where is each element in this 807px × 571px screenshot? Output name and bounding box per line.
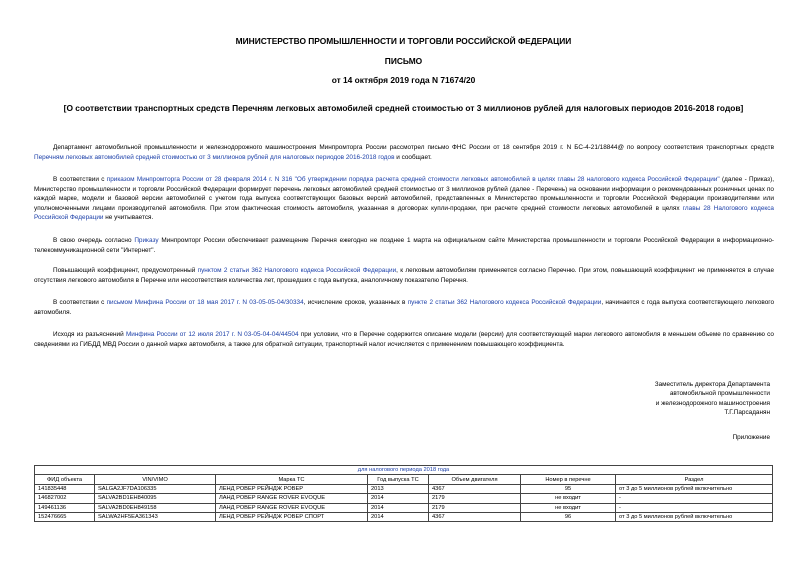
paragraph-2: В соответствии с приказом Минпромторга России от 28 февраля 2014 г. N 316 "Об утверждении порядка расчета средней стоимости легковых автомобилей в целях главы 28 налогового кодекса Российской Федерации" (далее - Приказ), Министерство промышленности и торговли Российской Федерации формирует перечень легковых автомобилей средней стоимостью от 3 миллионов рублей (далее - Перечень) на основании информации о рекомендованных розничных ценах по каждой марке, модели и базовой версии автомобилей с учетом года выпуска соответствующих базовых версий автомобилей, представленных в Министерство промышленности и торговли Российской Федерации производителями или уполномоченными лицами производителей автомобиля. При этом фактическая стоимость автомобиля, указанная в договорах купли-продажи, при расчете средней стоимости легковых автомобилей в целях главы 28 Налогового кодекса Российской Федерации не учитывается.: [34, 176, 774, 222]
signatory-name: Т.Г.Парсаданян: [724, 409, 770, 417]
link-minfin-2017-05[interactable]: письмом Минфина России от 18 мая 2017 г. N 03-05-05-04/30334: [106, 299, 304, 306]
paragraph-4: Повышающий коэффициент, предусмотренный пунктом 2 статьи 362 Налогового кодекса Российской Федерации, к легковым автомобилям применяется согласно Перечню. При этом, повышающий коэффициент не применяется в случае отсутствия легкового автомобиля в Перечне или несоответствия количества лет, прошедших с года выпуска, аналогичному показателю Перечня.: [34, 267, 774, 284]
paragraph-3: В свою очередь согласно Приказу Минпромторг России обеспечивает размещение Перечня ежегодно не позднее 1 марта на официальном сайте Министерства промышленности и торговли Российской Федерации в информационно-телекоммуникационной сети "Интернет".: [34, 237, 774, 254]
link-minfin-2017-07[interactable]: Минфина России от 12 июля 2017 г. N 03-05-04-04/44504: [125, 331, 299, 338]
table-row: 152476665 SALWA2HF5EA361343 ЛЕНД РОВЕР РЕЙНДЖ РОВЕР СПОРТ 2014 4367 96 от 3 до 5 миллионов рублей включительно: [35, 512, 773, 521]
link-st-362-2[interactable]: пункте 2 статьи 362 Налогового кодекса Российской Федерации: [407, 299, 602, 306]
vehicles-table: [34, 465, 773, 522]
document-date-number: от 14 октября 2019 года N 71674/20: [331, 75, 476, 85]
ministry-title: МИНИСТЕРСТВО ПРОМЫШЛЕННОСТИ И ТОРГОВЛИ РОССИЙСКОЙ ФЕДЕРАЦИИ: [235, 36, 572, 46]
document-subject: [О соответствии транспортных средств Перечням легковых автомобилей средней стоимостью от 3 миллионов рублей для налоговых периодов 2016-2018 годов]: [63, 103, 744, 113]
paragraph-1: Департамент автомобильной промышленности и железнодорожного машиностроения Минпромторга России рассмотрел письмо ФНС России от 18 сентября 2019 г. N БС-4-21/18844@ по вопросу соответствия транспортных средств Перечням легковых автомобилей средней стоимостью от 3 миллионов рублей для налоговых периодов 2016-2018 годов и сообщает.: [34, 144, 774, 161]
table-header-row: ФИД объекта VIN/VIMO Марка ТС Год выпуска ТС Объем двигателя Номер в перечне Раздел: [35, 475, 773, 484]
link-prikaz-316[interactable]: приказом Минпромторга России от 28 февраля 2014 г. N 316 "Об утверждении порядка расчета средней стоимости легковых автомобилей в целях главы 28 налогового кодекса Российской Федерации": [106, 176, 720, 183]
link-perechen[interactable]: Перечням легковых автомобилей средней стоимостью от 3 миллионов рублей для налоговых периодов 2016-2018 годов: [34, 153, 395, 161]
signature-block: Заместитель директора Департамента автомобильной промышленности и железнодорожного машиностроения Т.Г.Парсаданян: [654, 381, 770, 417]
paragraph-5: В соответствии с письмом Минфина России от 18 мая 2017 г. N 03-05-05-04/30334, исчисление сроков, указанных в пункте 2 статьи 362 Налогового кодекса Российской Федерации, начинается с года выпуска соответствующего легкового автомобиля.: [34, 299, 774, 316]
link-glava-28[interactable]: главы 28 Налогового кодекса Российской Федерации: [34, 204, 774, 222]
table-row: 146827002 SALVA2BD1EH840095 ЛАНД РОВЕР RANGE ROVER EVOQUE 2014 2179 не входит -: [35, 494, 773, 503]
appendix-label: Приложение: [732, 434, 770, 441]
table-row: 141835448 SALGA2JF7DA106335 ЛЕНД РОВЕР РЕЙНДЖ РОВЕР 2013 4367 95 от 3 до 5 миллионов рублей включительно: [35, 484, 773, 493]
table-caption: для налогового периода 2018 года: [35, 466, 773, 475]
table-row: 149461136 SALVA2BD0EH849158 ЛАНД РОВЕР RANGE ROVER EVOQUE 2014 2179 не входит -: [35, 503, 773, 512]
paragraph-6: Исходя из разъяснений Минфина России от 12 июля 2017 г. N 03-05-04-04/44504 при условии, что в Перечне содержится описание модели (версии) для соответствующей марки легкового автомобиля в меньшем объеме по сравнению со сведениями из ГИБДД МВД России о данной марке автомобиля, а также для обратной ситуации, транспортный налог исчисляется с применением повышающего коэффициента.: [34, 331, 774, 348]
link-st-362[interactable]: пунктом 2 статьи 362 Налогового кодекса Российской Федерации: [197, 267, 397, 274]
link-prikaz[interactable]: Приказу: [134, 237, 159, 244]
document-type: ПИСЬМО: [384, 56, 423, 66]
